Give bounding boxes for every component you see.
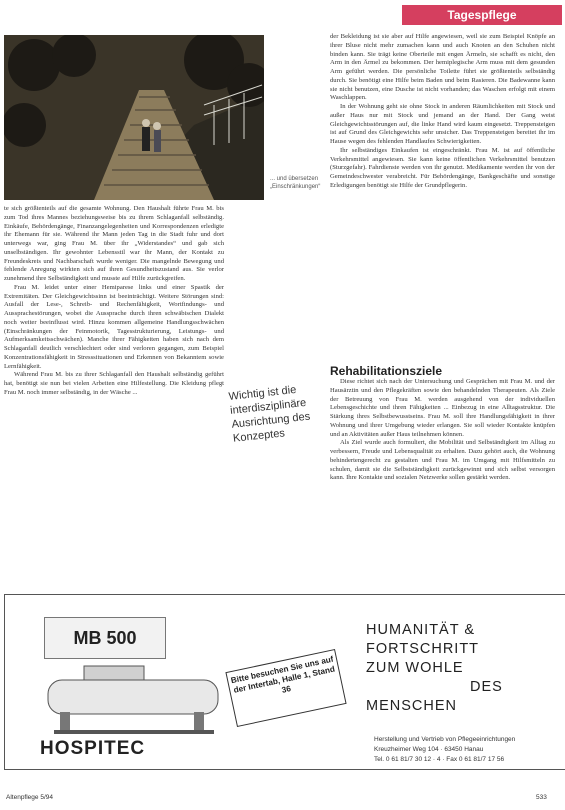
right-column-top [330, 33, 555, 191]
paragraph: Frau M. leidet unter einer Hemiparese links und einer Spastik der Extremitäten. Der Gleichgewichtssinn ist beeinträchtigt. Weitere Störungen sind: Ausfall der Lese-, Schreib- und Rechenfähigkeit, Wortfindungs- und Aussprachestörungen, wobei die Aussprache durch ihren schwäbischen Dialekt noch weiter beeinflusst wird. Hinzu kommen allgemeine Handlungsschwächen (Einschränkungen der Feinmotorik, Tagesstrukturierung, Leistungs- und Aufmerksamkeitsschwächen). Manche ihrer Fähigkeiten haben sich nach dem Schlaganfall deutlich verschlechtert oder sind verloren gegangen, zum Beispiel Konzentrationsfähigkeit in Stresssituationen und Erkennen von Bekanntem sowie Lernfähigkeit. [4, 283, 224, 370]
paragraph: Als Ziel wurde auch formuliert, die Mobilität und Selbständigkeit im Alltag zu verbessern, Freude und Lebensqualität zu erhalten. Dazu gehört auch, die Wohnung behindertengerecht zu gestalten und Frau M. im Umgang mit Hilfsmitteln zu schulen, damit sie die Selbstständigkeit zurückgewinnt und sich selbst versorgen kann. Ihre Kontakte und sozialen Netzwerke sollen gestärkt werden. [330, 439, 555, 482]
section-heading: Rehabilitationsziele [330, 364, 443, 378]
paragraph: Ihr selbständiges Einkaufen ist eingeschränkt. Frau M. ist auf öffentliche Verkehrsmittel angewiesen. Sie kann keine öffentlichen Verkehrsmittel benutzen (Sturzgefahr). Fahrdienste werden von ihr genutzt. Medikamente werden ihr von der Gemeindeschwester verabreicht. Für Behördengänge, Bankgeschäfte und sonstige Erledigungen benötigt sie Hilfe der Grundpflegerin. [330, 146, 555, 189]
contact-line: Tel. 0 61 81/7 30 12 · 4 · Fax 0 61 81/7 17 56 [374, 756, 505, 763]
section-tag: Tagespflege [402, 5, 562, 25]
paragraph: Diese richtet sich nach der Untersuchung und Gesprächen mit Frau M. und der Hausärztin und den Pflegekräften sowie den behandelnden Therapeuten. Als Ziele der Betreuung von Frau M. werden ausgehend von der individuellen Lebensgeschichte und ihren Fähigkeiten ... Einbezug in eine Alltagsstruktur. Die Stärkung ihres Selbstbewusstseins. Frau M. soll ihre Handlungsfähigkeit in ihrer Wohnung und ihrer Umgebung wieder erlangen. Sie soll wieder Kontakte knüpfen und an Aktivitäten außer Haus teilnehmen können. [330, 378, 555, 438]
ad-headline-line: HUMANITÄT & [366, 622, 476, 638]
bathtub-icon [44, 660, 224, 738]
paragraph: der Bekleidung ist sie aber auf Hilfe angewiesen, weil sie zum Beispiel Knöpfe an ihrer Bluse nicht mehr zumachen kann und auch Knoten an den Schuhen nicht binden kann. Sie trägt keine Oberteile mit engen Ärmeln, sie schafft es nicht, den Arm in den Ärmel zu bekommen. Der hemiplegische Arm muss mit dem gesunden Arm geführt werden. Die persönliche Toilette führt sie größtenteils selbständig durch. Sie benötigt eine Hilfe beim Baden und beim Rasieren. Die Badewanne kann sie nicht benutzen, eine Dusche ist nicht vorhanden; das Waschen erfolgt mit einem Waschlappen. [330, 33, 555, 102]
ad-headline-line: MENSCHEN [366, 698, 457, 714]
contact-line: Herstellung und Vertrieb von Pflegeeinrichtungen [374, 736, 516, 743]
footer-issue: Altenpflege 5/94 [6, 794, 53, 801]
left-column [4, 205, 224, 398]
contact-line: Kreuzheimer Weg 104 · 63450 Hanau [374, 746, 484, 753]
product-label: MB 500 [73, 628, 137, 648]
right-column-bottom [330, 378, 555, 483]
ad-headline-line: DES [470, 679, 503, 695]
paragraph: te sich größtenteils auf die gesamte Wohnung. Den Haushalt führte Frau M. bis zum Tod ihres Mannes beziehungsweise bis zu ihrem Schlaganfall selbständig. Einkäufe, Behördengänge, Finanzangelegenheiten und Korrespondenzen erledigte ihr Ehemann für sie. Während ihr Mann jeden Tag in die Stadt fuhr und dort unterwegs war, ging Frau M. über ihr „Widerstandes“ und gab sich unselbständigen. Ihr gewohnter Lebensstil war ihr Mann, der Kontakt zu Freundeskreis und Nachbarschaft wurde weniger. Die mangelnde Bewegung und fehlende Anregung wirkten sich auf ihren Gesundheitszustand aus. Sie verlor zunehmend ihre Selbständigkeit und musste auf Hilfe zurückgreifen. [4, 205, 224, 282]
paragraph: Während Frau M. bis zu ihrer Schlaganfall den Haushalt selbständig geführt hat, benötigt sie nun bei vielen Arbeiten eine Hilfestellung. Die Kleidung pflegt Frau M. noch immer selbständig, in der Wäsche ... [4, 371, 224, 396]
page-number: 533 [536, 794, 547, 801]
brand-logo: HOSPITEC [40, 738, 146, 759]
photo-caption: ... und übersetzen „Einschränkungen“ [270, 176, 321, 190]
trade-fair-badge: Bitte besuchen Sie uns auf der Intertab, Halle 1, Stand 36 [225, 649, 346, 727]
ad-headline-line: ZUM WOHLE [366, 660, 464, 676]
paragraph: In der Wohnung geht sie ohne Stock in anderen Räumlichkeiten mit Stock und außer Haus nur mit Stock und jemand an der Hand. Der Gang weist Gleichgewichtsstörungen auf, die linke Hand wird kaum eingesetzt. Treppensteigen ist auf Grund des Gleichgewichts sehr unsicher. Das Treppensteigen bereitet ihr im Hause wegen des fehlenden Handlaufes Schwierigkeiten. [330, 103, 555, 145]
pull-quote: Wichtig ist die interdisziplinäre Ausrichtung des Konzeptes [228, 383, 311, 445]
product-image [44, 617, 166, 659]
ad-headline-line: FORTSCHRITT [366, 641, 480, 657]
photo-scene-icon [4, 35, 264, 200]
article-photo [4, 35, 264, 200]
